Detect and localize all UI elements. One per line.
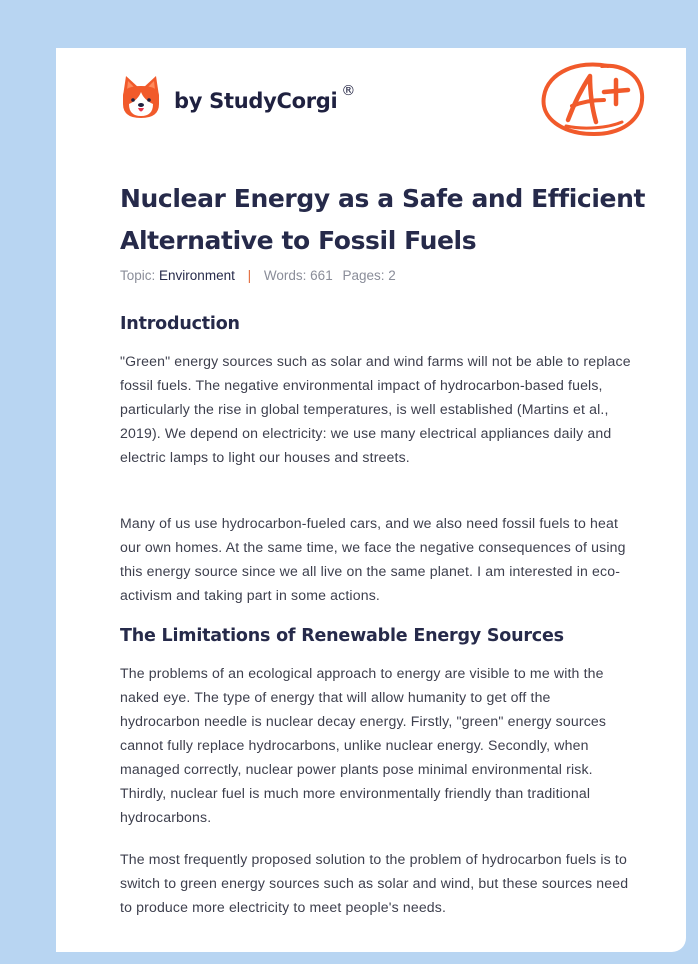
paragraph: Many of us use hydrocarbon-fueled cars, and we also need fossil fuels to heat our own homes. At the same time, we face the negative consequences of using this energy source since we all live on the same planet. I am interested in eco-activism and taking part in some actions. xyxy=(120,515,626,603)
pages-label: Pages: xyxy=(342,268,385,283)
topic-link[interactable]: Environment xyxy=(159,268,235,283)
topic-label: Topic: xyxy=(120,268,156,283)
article-meta xyxy=(120,268,396,283)
words-count: 661 xyxy=(310,268,333,283)
section-heading-limitations: The Limitations of Renewable Energy Sources xyxy=(120,626,564,646)
corgi-logo-icon xyxy=(120,74,162,120)
a-plus-grade-icon xyxy=(538,58,648,140)
paragraph: The most frequently proposed solution to the problem of hydrocarbon fuels is to switch to green energy sources such as solar and wind, but these sources need to produce more electricity to meet people's needs. xyxy=(120,851,629,915)
brand-name: by StudyCorgi xyxy=(174,89,338,113)
meta-separator: | xyxy=(247,268,252,283)
studycorgi-logo[interactable] xyxy=(120,74,355,124)
paragraph: "Green" energy sources such as solar and wind farms will not be able to replace fossil fuels. The negative environmental impact of hydrocarbon-based fuels, particularly the rise in global temperatures, is well established (Martins et al., 2019). We depend on electricity: we use many electrical appliances daily and electric lamps to light our houses and streets. xyxy=(120,353,631,465)
paragraph: The problems of an ecological approach to energy are visible to me with the naked eye. The type of energy that will allow humanity to get off the hydrocarbon needle is nuclear decay energy. Firstly, "green" energy sources cannot fully replace hydrocarbons, unlike nuclear energy. Secondly, when managed correctly, nuclear power plants pose minimal environmental risk. Thirdly, nuclear fuel is much more environmentally friendly than traditional hydrocarbons. xyxy=(120,665,607,825)
essay-card xyxy=(56,48,686,952)
registered-mark: ® xyxy=(341,83,356,99)
section-heading-introduction: Introduction xyxy=(120,314,240,334)
page-title: Nuclear Energy as a Safe and Efficient Alternative to Fossil Fuels xyxy=(120,184,646,255)
pages-count: 2 xyxy=(388,268,396,283)
words-label: Words: xyxy=(263,268,307,283)
